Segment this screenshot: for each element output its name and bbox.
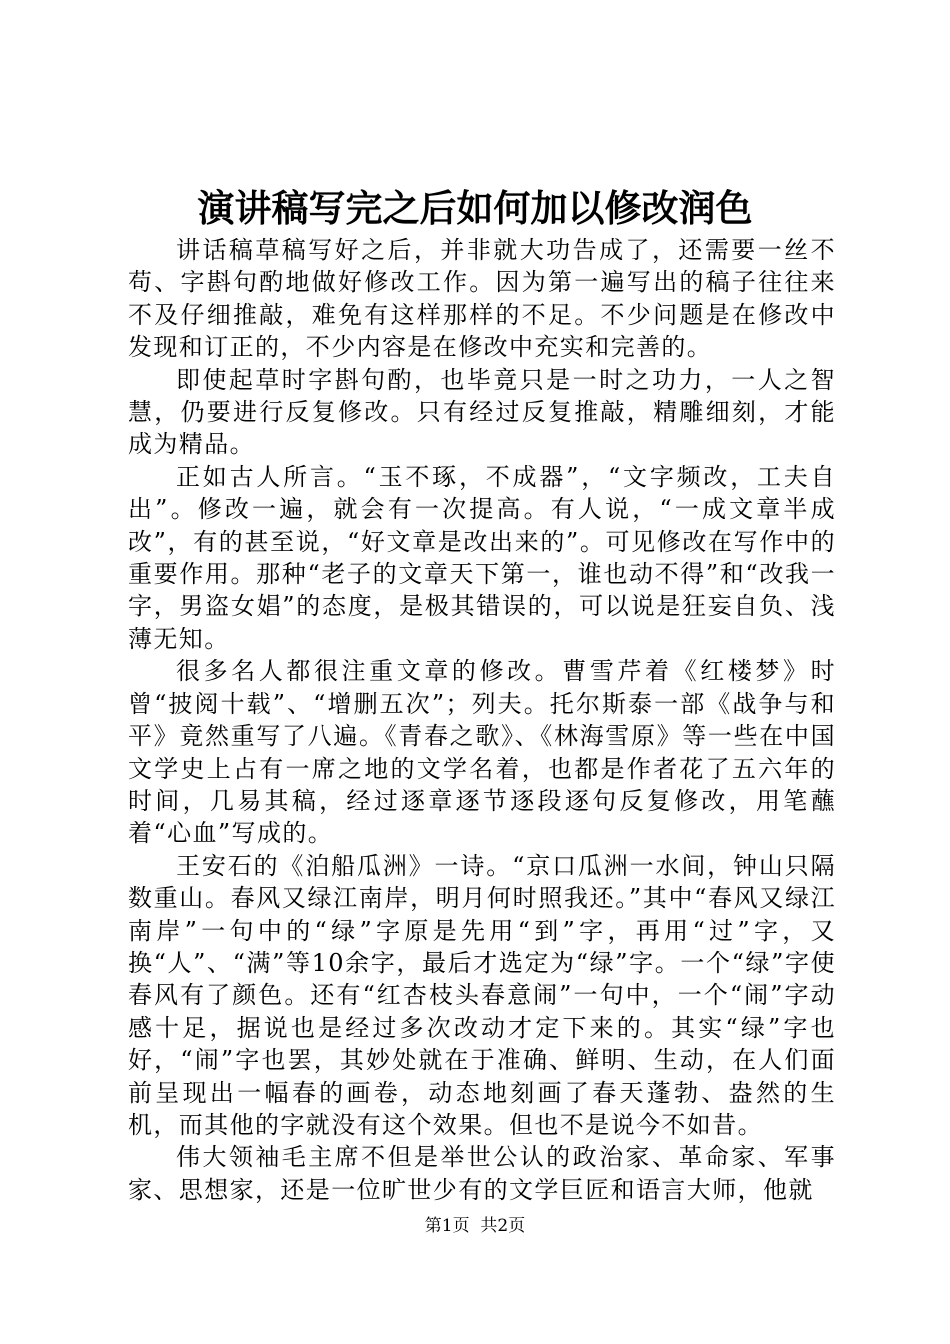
paragraph: 伟大领袖毛主席不但是举世公认的政治家、革命家、军事家、思想家，还是一位旷世少有的文学巨匠和语言大师，他就 <box>128 1143 836 1204</box>
page-footer <box>0 1214 950 1238</box>
paragraph: 正如古人所言。“玉不琢，不成器”，“文字频改，工夫自出”。修改一遍，就会有一次提高。有人说，“一成文章半成改”，有的甚至说，“好文章是改出来的”。可见修改在写作中的重要作用。那种“老子的文章天下第一，谁也动不得”和“改我一字，男盗女娼”的态度，是极其错误的，可以说是狂妄自负、浅薄无知。 <box>128 462 836 653</box>
page-number-label: 第1页 共2页 <box>424 1216 526 1236</box>
paragraph: 很多名人都很注重文章的修改。曹雪芹着《红楼梦》时曾“披阅十载”、“增删五次”；列夫。托尔斯泰一部《战争与和平》竟然重写了八遍。《青春之歌》、《林海雪原》等一些在中国文学史上占有一席之地的文学名着，也都是作者花了五六年的时间，几易其稿，经过逐章逐节逐段逐句反复修改，用笔蘸着“心血”写成的。 <box>128 657 836 848</box>
paragraph: 王安石的《泊船瓜洲》一诗。“京口瓜洲一水间，钟山只隔数重山。春风又绿江南岸，明月何时照我还。”其中“春风又绿江南岸”一句中的“绿”字原是先用“到”字，再用“过”字，又换“人”、“满”等10余字，最后才选定为“绿”字。一个“绿”字使春风有了颜色。还有“红杏枝头春意闹”一句中，一个“闹”字动感十足，据说也是经过多次改动才定下来的。其实“绿”字也好，“闹”字也罢，其妙处就在于准确、鲜明、生动，在人们面前呈现出一幅春的画卷，动态地刻画了春天蓬勃、盎然的生机，而其他的字就没有这个效果。但也不是说今不如昔。 <box>128 851 836 1139</box>
paragraph: 讲话稿草稿写好之后，并非就大功告成了，还需要一丝不苟、字斟句酌地做好修改工作。因为第一遍写出的稿子往往来不及仔细推敲，难免有这样那样的不足。不少问题是在修改中发现和订正的，不少内容是在修改中充实和完善的。 <box>128 236 836 362</box>
document-title: 演讲稿写完之后如何加以修改润色 <box>197 186 753 230</box>
document-body <box>128 234 836 1206</box>
paragraph: 即使起草时字斟句酌，也毕竟只是一时之功力，一人之智慧，仍要进行反复修改。只有经过反复推敲，精雕细刻，才能成为精品。 <box>128 365 836 459</box>
